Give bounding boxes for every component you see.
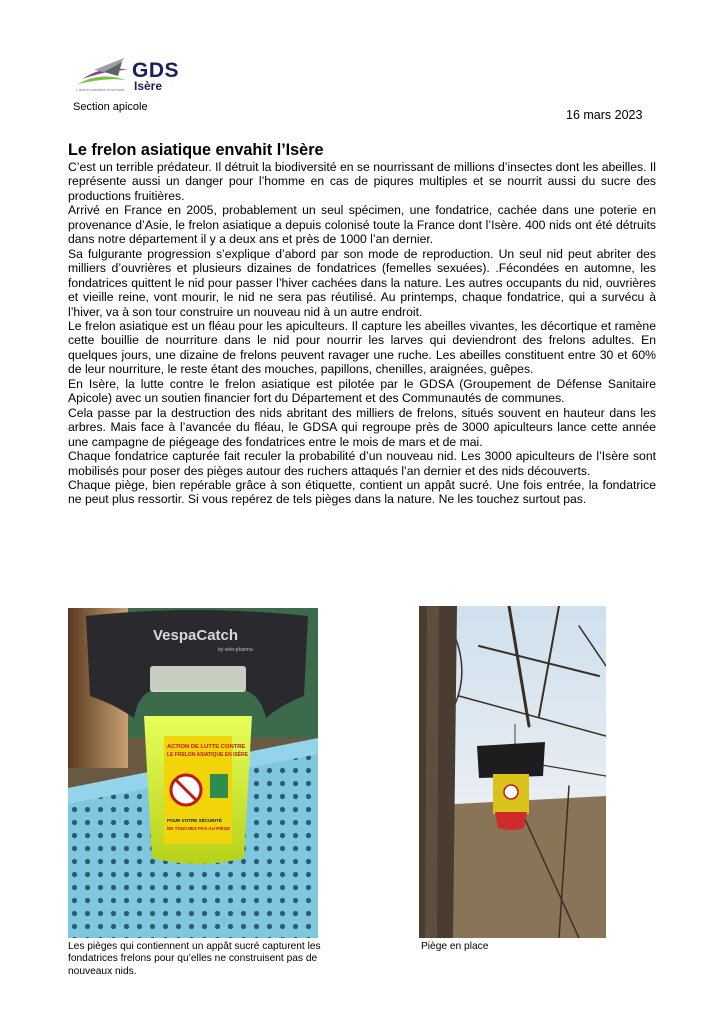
trap-closeup-photo [68,608,318,938]
trap-label-line4: NE TOUCHEZ PAS AU PIÈGE [167,826,231,831]
paragraph: En Isère, la lutte contre le frelon asiatique est pilotée par le GDSA (Groupement de Défense Sanitaire Apicole) avec un soutien financier fort du Département et des Communautés de communes. [68,376,656,406]
paragraph: Sa fulgurante progression s’explique d’abord par son mode de reproduction. Un seul nid peut abriter des milliers d’ouvrières et plusieurs dizaines de fondatrices (femelles sexuées). .Fécondées en automne, les fondatrices quittent le nid pour passer l’hiver cachées dans la nature. Les autres occupants du nid, ouvrières et vieille reine, vont mourir, le nid ne sera pas réutilisé. Au printemps, chaque fondatrice, qui a survécu à l’hiver, va à son tour construire un nouveau nid à un autre endroit. [68,246,656,319]
trap-label-line1: ACTION DE LUTTE CONTRE [167,744,246,750]
caption-text: Les pièges qui contiennent un appât sucré capturent les fondatrices frelons pour qu’elles ne construisent pas de nouveaux nids. [68,941,321,977]
trap-in-tree-photo [419,606,606,938]
document-date: 16 mars 2023 [566,108,643,122]
paragraph: Arrivé en France en 2005, probablement un seul spécimen, une fondatrice, cachée dans une poterie en provenance d’Asie, le frelon asiatique a depuis colonisé toute la France dont l’Isère. 400 nids ont été détruits dans notre département il y a deux ans et près de 1000 l’an dernier. [68,203,656,247]
paragraph: Le frelon asiatique est un fléau pour les apiculteurs. Il capture les abeilles vivantes, les décortique et ramène cette bouillie de nourriture dans le nid pour nourrir les larves qui deviendront des frelons adultes. En quelques jours, une dizaine de frelons peuvent ravager une ruche. Les abeilles constituent entre 30 et 60% de leur nourriture, le reste étant des mouches, papillons, chenilles, araignées, guêpes. [68,318,656,377]
trap-closeup-illustration [68,608,318,938]
paragraph: Chaque fondatrice capturée fait reculer la probabilité d’un nouveau nid. Les 3000 apiculteurs de l’Isère sont mobilisés pour poser des pièges autour des ruchers attaqués l’an dernier et des nids découverts. [68,449,656,478]
logo-wordmark [132,60,179,92]
trap-in-tree-caption: Piège en place [421,941,489,952]
logo-gds-text: GDS [132,59,180,82]
logo-tagline: L'action sanitaire ensemble [76,87,125,92]
trap-label-line2: LE FRELON ASIATIQUE EN ISÈRE [167,752,249,758]
trap-brand-text: VespaCatch [153,627,239,644]
article-title: Le frelon asiatique envahit l’Isère [68,141,324,159]
paragraph: C’est un terrible prédateur. Il détruit la biodiversité en se nourrissant de millions d’insectes dont les abeilles. Il représente aussi un danger pour l’homme en cas de piqures multiples et se nourrit aussi du sucre des productions fruitières. [68,160,656,203]
paragraph: Chaque piège, bien repérable grâce à son étiquette, contient un appât sucré. Une fois entrée, la fondatrice ne peut plus ressortir. Si vous repérez de tels pièges dans la nature. Ne les touchez surtout pas. [68,477,656,507]
trap-label-line3: POUR VOTRE SÉCURITÉ [167,818,222,823]
logo-isere-text: Isère [134,79,163,93]
trap-closeup-caption [68,941,328,978]
trap-brand-sub-text: by véto-pharma [218,647,253,653]
section-label: Section apicole [73,101,148,113]
article-body [68,160,656,507]
trap-in-tree-illustration [419,606,606,938]
paragraph: Cela passe par la destruction des nids abritant des milliers de frelons, situés souvent en hauteur dans les arbres. Mais face à l’avancée du fléau, le GDSA qui regroupe près de 3000 apiculteurs lance cette année une campagne de piégeage des fondatrices entre le mois de mars et de mai. [68,405,656,449]
